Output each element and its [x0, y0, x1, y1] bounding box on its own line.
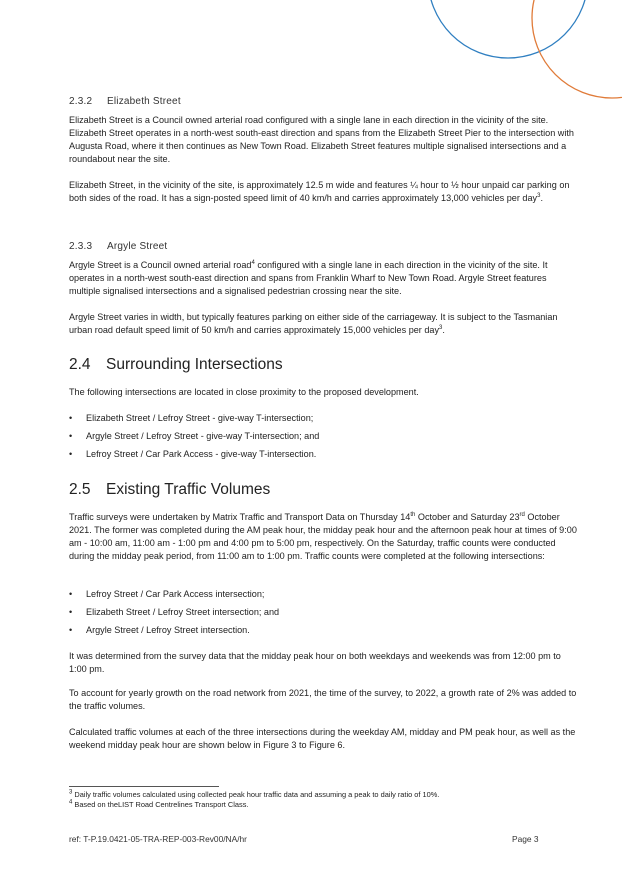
list-item: • Argyle Street / Lefroy Street - give-way T-intersection; and	[69, 430, 577, 448]
list-item: • Elizabeth Street / Lefroy Street - give-way T-intersection;	[69, 412, 577, 430]
list-item: • Elizabeth Street / Lefroy Street intersection; and	[69, 606, 577, 624]
section-title: Elizabeth Street	[107, 96, 181, 107]
list-item: • Lefroy Street / Car Park Access - give-way T-intersection.	[69, 448, 577, 466]
section-2-3-2-heading	[69, 96, 181, 107]
section-title: Argyle Street	[107, 241, 168, 252]
calculated-volumes-paragraph: Calculated traffic volumes at each of the three intersections during the weekday AM, midday and PM peak hour, as well as the weekend midday peak hour are shown below in Figure 3 to Figure 6.	[69, 727, 576, 750]
section-number: 2.3.2	[69, 96, 93, 107]
footnote-3: $^3$ Daily traffic volumes calculated using collected peak hour traffic data and assuming a peak to daily ratio of 10%.	[69, 789, 440, 799]
section-number: 2.3.3	[69, 241, 93, 252]
section-2-5-heading	[69, 481, 270, 499]
footnote-divider	[69, 786, 219, 787]
document-reference: ref: T-P.19.0421-05-TRA-REP-003-Rev00/NA/hr	[69, 834, 247, 844]
argyle-street-paragraph-2: Argyle Street varies in width, but typically features parking on either side of the carriageway. It is subject to the Tasmanian urban road default speed limit of 50 km/h and carries approximately 15,000 vehicles per day$^3$.	[69, 312, 558, 335]
elizabeth-street-paragraph-2: Elizabeth Street, in the vicinity of the site, is approximately 12.5 m wide and features ¼ hour to ½ hour unpaid car parking on both sides of the road. It has a sign-posted speed limit of 40 km/h and carries approximately 13,000 vehicles per day$^3$.	[69, 180, 570, 203]
section-number: 2.5	[69, 481, 91, 498]
section-2-3-3-heading	[69, 241, 167, 252]
blue-arc	[428, 0, 588, 58]
section-title: Surrounding Intersections	[106, 356, 283, 373]
elizabeth-street-paragraph-1: Elizabeth Street is a Council owned arterial road configured with a single lane in each direction in the vicinity of the site. Elizabeth Street operates in a north-west south-east direction and spans from the Elizabeth Street Pier to the intersection with Augusta Road, where it then continues as New Town Road. Elizabeth Street features multiple signalised intersections and a roundabout near the site.	[69, 115, 574, 164]
section-number: 2.4	[69, 356, 91, 373]
section-title: Existing Traffic Volumes	[106, 481, 271, 498]
intersections-list	[69, 412, 577, 466]
intersections-intro: The following intersections are located in close proximity to the proposed development.	[69, 387, 419, 397]
section-2-4-heading	[69, 356, 283, 374]
list-item: • Lefroy Street / Car Park Access intersection;	[69, 588, 577, 606]
list-item: • Argyle Street / Lefroy Street intersection.	[69, 624, 577, 642]
traffic-surveys-paragraph: Traffic surveys were undertaken by Matrix Traffic and Transport Data on Thursday 14th October and Saturday 23rd October 2021. The former was completed during the AM peak hour, the midday peak hour and the afternoon peak hour at times of 9:00 am - 10:00 am, 11:00 am - 1:00 pm and 4:00 pm to 5:00 pm, respectively. On the Saturday, traffic counts were conducted during the midday peak period, from 11:00 am to 1:00 pm. Traffic counts were completed at the following intersections:	[69, 511, 577, 561]
page-number: Page 3	[512, 834, 539, 844]
footnote-4: $^4$ Based on theLIST Road Centrelines Transport Class.	[69, 799, 249, 809]
midday-peak-paragraph: It was determined from the survey data that the midday peak hour on both weekdays and weekends was from 12:00 pm to 1:00 pm.	[69, 651, 561, 674]
argyle-street-paragraph-1: Argyle Street is a Council owned arterial road$^4$ configured with a single lane in each direction in the vicinity of the site. It operates in a north-west south-east direction and spans from Franklin Wharf to New Town Road. Argyle Street features multiple signalised intersections and a signalised pedestrian crossing near the site.	[69, 259, 548, 296]
surveyed-intersections-list	[69, 588, 577, 642]
growth-rate-paragraph: To account for yearly growth on the road network from 2021, the time of the survey, to 2022, a growth rate of 2% was added to the traffic volumes.	[69, 688, 577, 711]
